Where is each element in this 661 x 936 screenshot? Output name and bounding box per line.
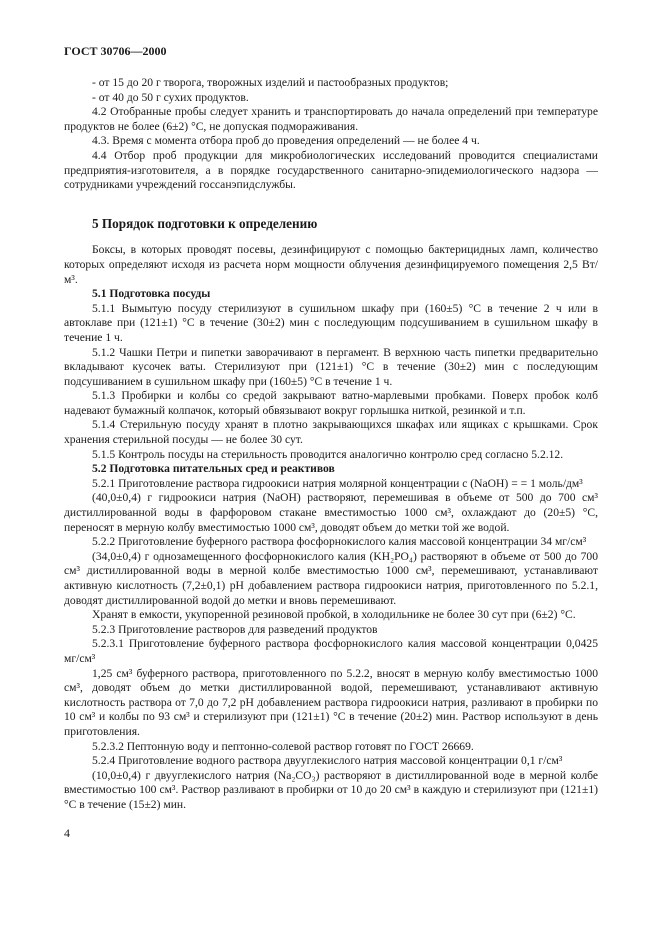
subsection-heading: 5.2 Подготовка питательных сред и реактивов — [92, 462, 335, 476]
paragraph: (40,0±0,4) г гидроокиси натрия (NaOH) растворяют, перемешивая в объеме от 500 до 700 см³ дистиллированной воды в фарфоровом стакане вместимостью 1000 см³, охлаждают до (20±5) °С, переносят в мерную колбу вместимостью 1000 см³, доводят объем до метки той же водой. — [64, 491, 598, 534]
document-header: ГОСТ 30706—2000 — [64, 44, 167, 58]
paragraph: 5.1.5 Контроль посуды на стерильность проводится аналогично контролю сред согласно 5.2.12. — [92, 447, 564, 461]
paragraph: 1,25 см³ буферного раствора, приготовленного по 5.2.2, вносят в мерную колбу вместимостью 1000 см³, доводят объем до метки дистиллированной водой, перемешивают, устанавливают активную кислотность раствора от 7,0 до 7,2 рН добавлением раствора гидроокиси натрия, разливают в пробирки по 10 см³ и колбы по 93 см³ и стерилизуют при (121±1) °С в течение (20±2) мин. Раствор используют в день приготовления. — [64, 666, 598, 738]
paragraph: Боксы, в которых проводят посевы, дезинфицируют с помощью бактерицидных ламп, количество которых определяют исходя из расчета норм мощности облучения дезинфицируемого помещения 2,5 Вт/м³. — [64, 243, 598, 286]
paragraph: 5.2.4 Приготовление водного раствора двууглекислого натрия массовой концентрации 0,1 г/см³ — [92, 754, 563, 768]
paragraph: 5.2.3 Приготовление растворов для разведений продуктов — [92, 622, 378, 636]
paragraph: (10,0±0,4) г двууглекислого натрия (Na₂CO₃) растворяют в дистиллированной воде в мерной колбе вместимостью 100 см³. Раствор разливают в пробирки от 10 до 20 см³ в каждую и стерилизуют при (121±1) °С в течение (15±2) мин. — [64, 768, 598, 811]
paragraph: (34,0±0,4) г однозамещенного фосфорнокислого калия (KH₂PO₄) растворяют в объеме от 500 до 700 см³ дистиллированной воды в мерной колбе вместимостью 1000 см³, перемешивают, устанавливают активную кислотность (7,2±0,1) рН добавлением раствора гидроокиси натрия, приготовленного по 5.2.1, доводят дистиллированной водой до метки и вновь перемешивают. — [64, 549, 598, 607]
paragraph: - от 15 до 20 г творога, творожных изделий и пастообразных продуктов; — [92, 76, 449, 89]
paragraph: 4.4 Отбор проб продукции для микробиологических исследований проводится специалистами предприятия-изготовителя, а в порядке государственного санитарно-эпидемиологического надзора — сотрудниками учреждений госсанэпидслужбы. — [64, 148, 598, 192]
paragraph: 5.2.3.1 Приготовление буферного раствора фосфорнокислого калия массовой концентрации 0,0425 мг/см³ — [64, 637, 598, 665]
paragraph: 4.2 Отобранные пробы следует хранить и транспортировать до начала определений при температуре продуктов не более (6±2) °С, не допуская подмораживания. — [64, 105, 598, 133]
paragraph: 5.2.2 Приготовление буферного раствора фосфорнокислого калия массовой концентрации 34 мг/см³ — [92, 535, 587, 549]
subsection-heading: 5.1 Подготовка посуды — [92, 287, 211, 301]
paragraph: 5.1.2 Чашки Петри и пипетки заворачивают в пергамент. В верхнюю часть пипетки предварительно вкладывают кусочек ваты. Стерилизуют при (121±1) °С в течение (30±2) мин с последующим подсушиванием в сушильном шкафу при (160±5) °С в течение 1 ч. — [64, 345, 598, 388]
section-heading: 5 Порядок подготовки к определению — [92, 215, 318, 231]
page-number: 4 — [64, 826, 70, 840]
document-body — [64, 76, 598, 813]
paragraph: 5.1.4 Стерильную посуду хранят в плотно закрывающихся шкафах или ящиках с крышками. Срок хранения стерильной посуды — не более 30 сут. — [64, 418, 598, 447]
paragraph: 5.1.1 Вымытую посуду стерилизуют в сушильном шкафу при (160±5) °С в течение 2 ч или в автоклаве при (121±1) °С в течение (30±2) мин с последующим подсушиванием в сушильном шкафу в течение 1 ч. — [64, 301, 598, 344]
paragraph: 5.2.1 Приготовление раствора гидроокиси натрия молярной концентрации c (NaOH) = = 1 моль/дм³ — [92, 476, 583, 490]
paragraph: - от 40 до 50 г сухих продуктов. — [92, 90, 249, 104]
paragraph: 4.3. Время с момента отбора проб до проведения определений — не более 4 ч. — [92, 134, 480, 148]
paragraph: Хранят в емкости, укупоренной резиновой пробкой, в холодильнике не более 30 сут при (6±2) °С. — [92, 608, 576, 622]
paragraph: 5.2.3.2 Пептонную воду и пептонно-солевой раствор готовят по ГОСТ 26669. — [92, 739, 474, 753]
paragraph: 5.1.3 Пробирки и колбы со средой закрывают ватно-марлевыми пробками. Поверх пробок колб надевают бумажный колпачок, который обвязывают вокруг горлышка ниткой, резинкой и т.п. — [64, 389, 598, 417]
